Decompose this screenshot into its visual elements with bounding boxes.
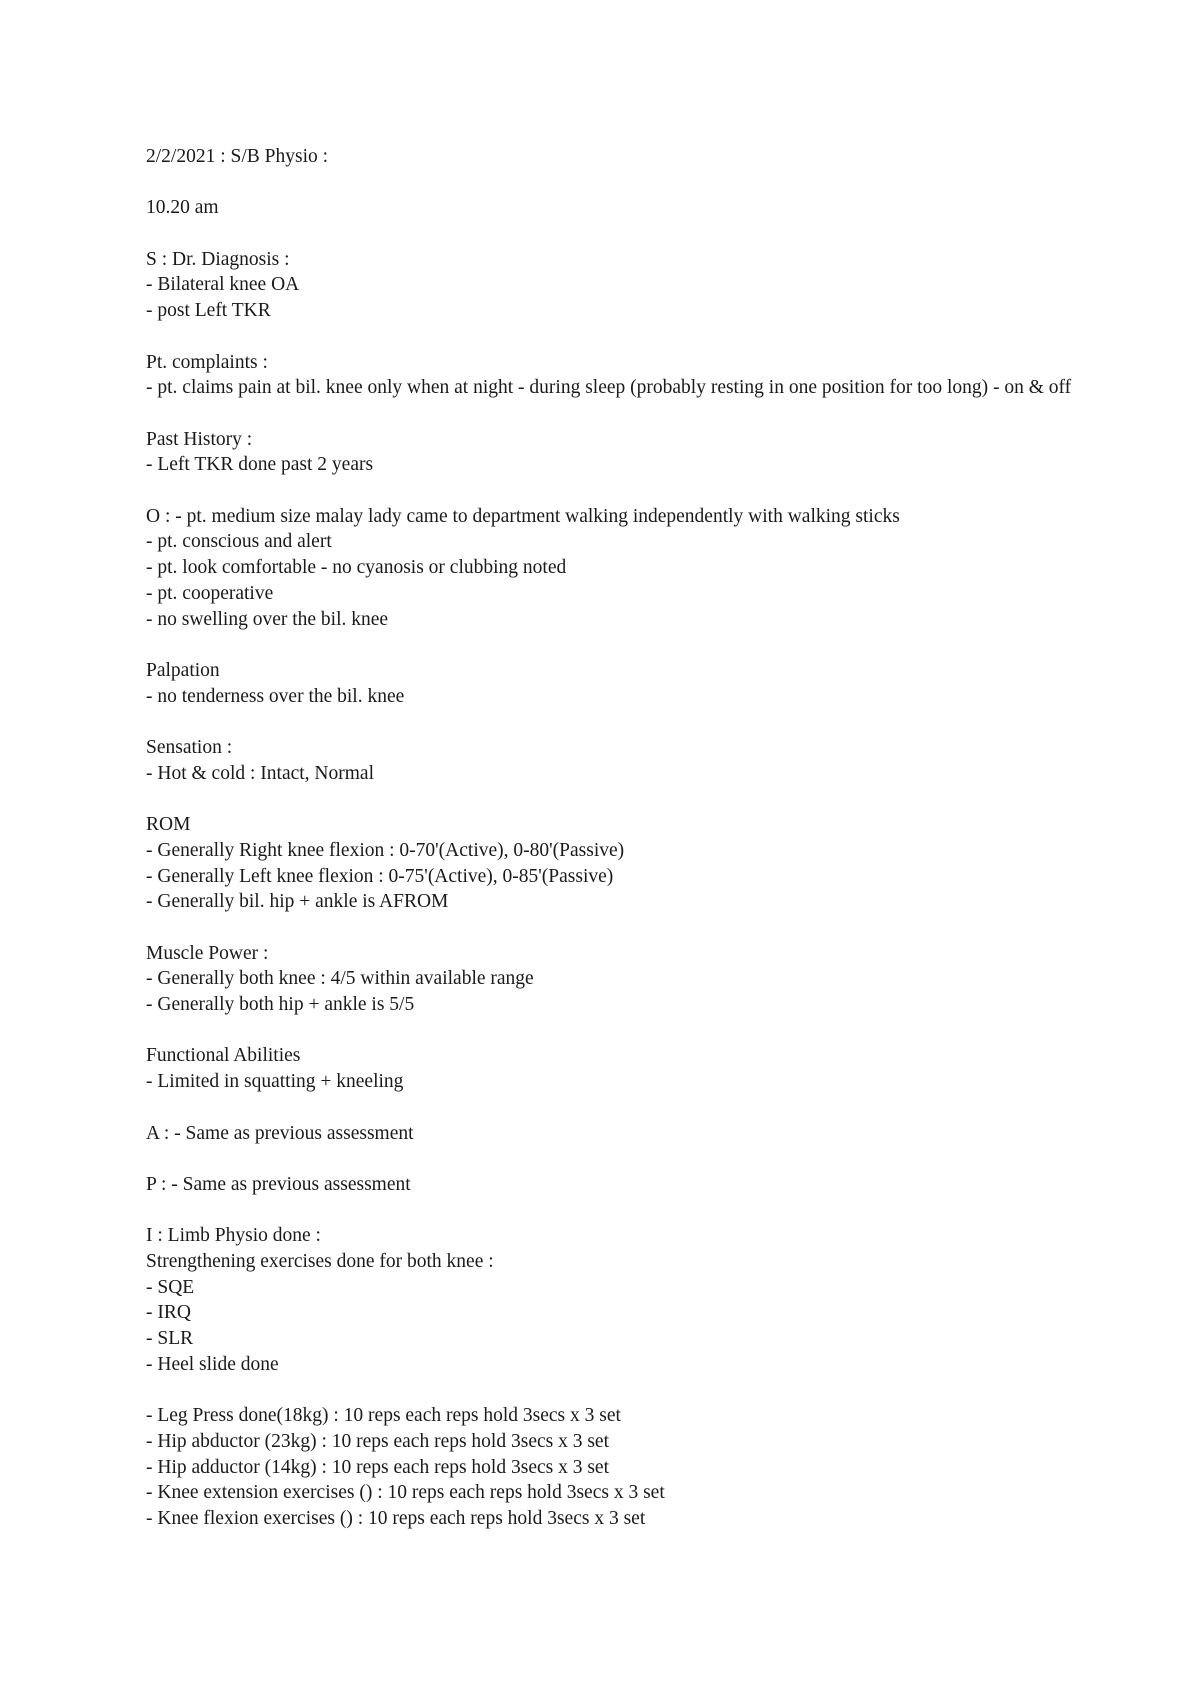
list-item: - SLR [146, 1328, 194, 1350]
past-history-section [146, 427, 1096, 478]
section-heading: Sensation : [146, 737, 233, 759]
note-time: 10.20 am [146, 197, 219, 219]
section-heading: Palpation [146, 659, 220, 681]
list-item: - Generally Left knee flexion : 0-75'(Active), 0-85'(Passive) [146, 865, 614, 887]
rom-section [146, 812, 1096, 915]
list-item: - pt. look comfortable - no cyanosis or clubbing noted [146, 557, 567, 579]
section-heading: S : Dr. Diagnosis : [146, 248, 290, 270]
list-item: - Generally both hip + ankle is 5/5 [146, 994, 415, 1016]
list-item: - IRQ [146, 1302, 191, 1324]
section-heading: Pt. complaints : [146, 351, 268, 373]
section-heading: Muscle Power : [146, 942, 269, 964]
list-item: - no tenderness over the bil. knee [146, 685, 405, 707]
spacer [146, 1018, 1096, 1044]
list-item: - no swelling over the bil. knee [146, 608, 389, 630]
plan-line: P : - Same as previous assessment [146, 1173, 411, 1195]
intervention-section [146, 1223, 1096, 1531]
spacer [146, 221, 1096, 247]
sensation-section [146, 735, 1096, 786]
subjective-section [146, 247, 1096, 324]
spacer [146, 1198, 1096, 1224]
section-subheading: Strengthening exercises done for both knee : [146, 1251, 494, 1273]
list-item: - Limited in squatting + kneeling [146, 1071, 404, 1093]
list-item: - post Left TKR [146, 300, 271, 322]
spacer [146, 478, 1096, 504]
exercise-item: - Leg Press done(18kg) : 10 reps each reps hold 3secs x 3 set [146, 1405, 621, 1427]
objective-section [146, 504, 1096, 633]
assessment-line: A : - Same as previous assessment [146, 1122, 414, 1144]
list-item: - Left TKR done past 2 years [146, 454, 374, 476]
muscle-power-section [146, 941, 1096, 1018]
list-item: - pt. cooperative [146, 582, 274, 604]
spacer [146, 786, 1096, 812]
list-item: - Generally Right knee flexion : 0-70'(Active), 0-80'(Passive) [146, 839, 625, 861]
exercise-item: - Hip adductor (14kg) : 10 reps each reps hold 3secs x 3 set [146, 1456, 610, 1478]
complaints-section [146, 350, 1096, 401]
section-heading: O : - pt. medium size malay lady came to department walking independently with walking sticks [146, 505, 900, 527]
exercise-item: - Knee extension exercises () : 10 reps each reps hold 3secs x 3 set [146, 1482, 665, 1504]
section-heading: I : Limb Physio done : [146, 1225, 321, 1247]
exercise-item: - Knee flexion exercises () : 10 reps each reps hold 3secs x 3 set [146, 1508, 646, 1530]
spacer [146, 915, 1096, 941]
list-item: - pt. conscious and alert [146, 531, 332, 553]
note-header: 2/2/2021 : S/B Physio : [146, 146, 329, 167]
list-item: - Hot & cold : Intact, Normal [146, 762, 374, 784]
section-heading: Functional Abilities [146, 1045, 301, 1067]
list-item: - Heel slide done [146, 1353, 279, 1375]
list-item: - pt. claims pain at bil. knee only when at night - during sleep (probably resting in one position for too long) - on & off [146, 377, 1072, 399]
spacer [146, 1378, 1096, 1404]
list-item: - SQE [146, 1276, 195, 1298]
list-item: - Generally bil. hip + ankle is AFROM [146, 891, 449, 913]
spacer [146, 324, 1096, 350]
section-heading: ROM [146, 814, 191, 836]
spacer [146, 170, 1096, 196]
list-item: - Bilateral knee OA [146, 274, 300, 296]
spacer [146, 709, 1096, 735]
spacer [146, 632, 1096, 658]
spacer [146, 1095, 1096, 1121]
list-item: - Generally both knee : 4/5 within available range [146, 968, 534, 990]
spacer [146, 401, 1096, 427]
section-heading: Past History : [146, 428, 253, 450]
palpation-section [146, 658, 1096, 709]
functional-section [146, 1043, 1096, 1094]
exercise-item: - Hip abductor (23kg) : 10 reps each reps hold 3secs x 3 set [146, 1430, 610, 1452]
spacer [146, 1146, 1096, 1172]
clinical-note-page [146, 144, 1096, 1532]
